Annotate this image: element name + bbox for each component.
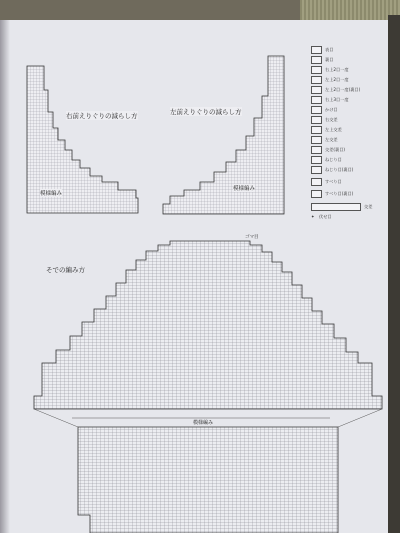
legend-label: 左上交差 xyxy=(325,127,342,132)
legend-row xyxy=(311,146,345,154)
legend-label: 裏目 xyxy=(325,57,334,62)
left-neck-fill-label: 模様編み xyxy=(233,186,256,192)
legend-row xyxy=(311,156,342,164)
guide-line xyxy=(34,409,78,427)
sleeve-title: そでの編み方 xyxy=(46,266,85,274)
cross-right-symbol xyxy=(311,136,322,144)
legend-row xyxy=(311,190,353,198)
decrease-three-symbol xyxy=(311,96,322,104)
slip-purl-symbol xyxy=(311,190,322,198)
yarn-over-symbol xyxy=(311,106,322,114)
legend-label: すべり目 xyxy=(325,179,342,184)
legend-row xyxy=(311,166,353,174)
sleeve-ribbing-chart xyxy=(78,427,338,533)
decrease-right-symbol xyxy=(311,76,322,84)
sleeve-chart xyxy=(34,241,382,409)
knit-symbol xyxy=(311,46,322,54)
right-neck-title: 右前えりぐりの減らし方 xyxy=(66,112,138,120)
sleeve-top-label: ゴマ目 xyxy=(245,235,259,240)
guide-line xyxy=(338,409,382,427)
cross-symbol xyxy=(311,116,322,124)
legend-row xyxy=(311,106,338,114)
legend-label: 右上2目一度 xyxy=(325,67,349,72)
decrease-left-symbol xyxy=(311,66,322,74)
legend-label: 左交差 xyxy=(325,137,338,142)
legend-label: ねじり目 xyxy=(325,157,342,162)
legend-row xyxy=(311,126,342,134)
purl-symbol xyxy=(311,56,322,64)
legend-label: 右上3目一度 xyxy=(325,97,349,102)
left-neck-chart xyxy=(163,56,284,214)
legend-label: すべり目(裏目) xyxy=(325,191,354,196)
legend-row xyxy=(311,66,349,74)
legend-row xyxy=(311,56,333,64)
legend-label: 左上2目一度(裏目) xyxy=(325,87,361,92)
bind-off-symbol: ✦ xyxy=(311,214,315,219)
twist-purl-symbol xyxy=(311,166,322,174)
right-neck-fill-label: 模様編み xyxy=(40,191,63,197)
cross-left-symbol xyxy=(311,126,322,134)
left-neck-title: 左前えりぐりの減らし方 xyxy=(170,108,242,116)
legend-row xyxy=(311,116,338,124)
legend-row xyxy=(311,46,333,54)
cable-symbol xyxy=(311,146,322,154)
legend-label: 交差 xyxy=(364,204,373,209)
decrease-purl-symbol xyxy=(311,86,322,94)
legend-row xyxy=(311,76,349,84)
legend-label: ねじり目(裏目) xyxy=(325,167,354,172)
cable-long-symbol xyxy=(311,203,361,211)
legend-row xyxy=(311,203,372,211)
legend-label: 左上2目一度 xyxy=(325,77,349,82)
legend-label: かけ目 xyxy=(325,107,338,112)
legend-row xyxy=(311,96,349,104)
legend-row xyxy=(311,136,338,144)
legend-label: 交差(裏目) xyxy=(325,147,346,152)
legend-row xyxy=(311,178,342,186)
legend-label: 伏せ目 xyxy=(319,214,332,219)
legend-row xyxy=(311,214,332,222)
legend-label: 表目 xyxy=(325,47,334,52)
legend-label: 右交差 xyxy=(325,117,338,122)
legend-row xyxy=(311,86,360,94)
sleeve-fill-label: 模様編み xyxy=(193,420,214,426)
twist-symbol xyxy=(311,156,322,164)
slip-symbol xyxy=(311,178,322,186)
